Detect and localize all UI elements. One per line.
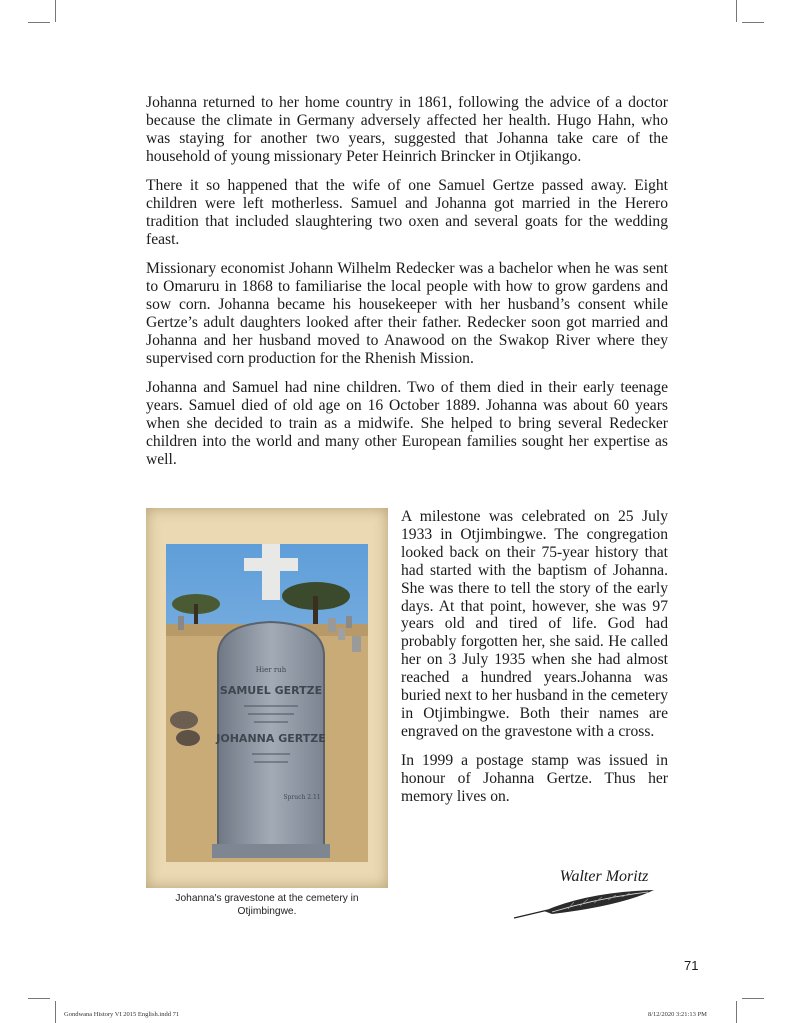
gravestone-image (166, 544, 368, 862)
paragraph: Johanna returned to her home country in 1861, following the advice of a doctor because the climate in Germany adversely affected her health. Hugo Hahn, who was staying for another two years, suggested that Johanna take care of the household of young missionary Peter Heinrich Brincker in Otjikango. (146, 94, 668, 165)
page-number: 71 (684, 958, 699, 973)
crop-mark (55, 1001, 56, 1023)
quill-icon (508, 888, 658, 922)
crop-mark (55, 0, 56, 22)
engraving-text: SAMUEL GERTZE (219, 684, 323, 697)
crop-mark (742, 998, 764, 999)
crop-mark (28, 22, 50, 23)
paragraph: In 1999 a postage stamp was issued in honour of Johanna Gertze. Thus her memory lives on. (401, 752, 668, 806)
engraving-text: Hier ruh (255, 666, 287, 674)
engraving-text: JOHANNA GERTZE (216, 732, 326, 745)
author-signature: Walter Moritz (559, 868, 649, 885)
crop-mark (742, 22, 764, 23)
paragraph: Johanna and Samuel had nine children. Two of them died in their early teenage years. Samuel died of old age on 16 October 1889. Johanna was about 60 years when she decided to train as a midwife. She helped to bring several Redecker children into the world and many other European families sought her expertise as well. (146, 379, 668, 468)
engraving-text: Spruch 2.11 (283, 794, 321, 801)
gravestone-photo (146, 508, 388, 888)
paragraph: Missionary economist Johann Wilhelm Redecker was a bachelor when he was sent to Omaruru in 1868 to familiarise the local people with how to grow gardens and sow corn. Johanna became his housekeeper with her husband’s consent while Gertze’s adult daughters looked after their father. Redecker soon got married and Johanna and her husband moved to Anawood on the Swakop River where they supervised corn production for the Rhenish Mission. (146, 260, 668, 367)
photo-caption: Johanna's gravestone at the cemetery in Otjimbingwe. (175, 893, 359, 917)
crop-mark (736, 0, 737, 22)
print-slug-right: 8/12/2020 3:21:13 PM (648, 1011, 707, 1018)
crop-mark (28, 998, 50, 999)
paragraph: There it so happened that the wife of one Samuel Gertze passed away. Eight children were left motherless. Samuel and Johanna got married in the Herero tradition that included slaughtering two oxen and several goats for the wedding feast. (146, 177, 668, 248)
print-slug-left: Gondwana History VI 2015 English.indd 71 (64, 1011, 180, 1018)
crop-mark (736, 1001, 737, 1023)
article-right-column (401, 508, 668, 818)
article-body (146, 94, 668, 480)
paragraph: A milestone was celebrated on 25 July 1933 in Otjimbingwe. The congregation looked back on their 75-year history that had started with the baptism of Johanna. She was there to tell the story of the early days. At that point, however, she was 97 years old and tired of life. God had probably forgotten her, she said. He called her on 3 July 1935 when she had almost reached a hundred years.Johanna was buried next to her husband in the cemetery in Otjimbingwe. Both their names are engraved on the gravestone with a cross. (401, 508, 668, 740)
